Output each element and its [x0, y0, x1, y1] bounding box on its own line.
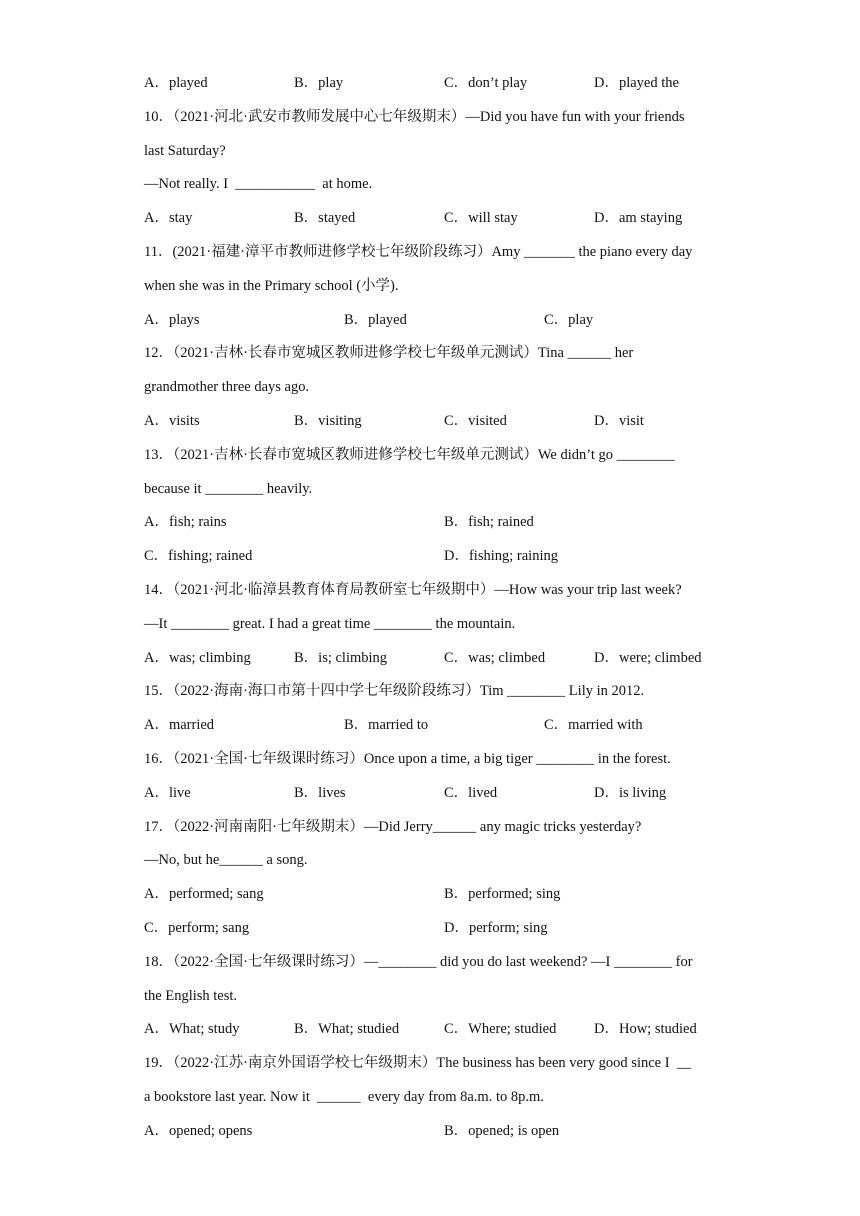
answer-option: A．plays	[144, 312, 200, 328]
answer-options-row	[144, 1120, 744, 1142]
answer-options-row	[144, 309, 744, 331]
answer-option: C．was; climbed	[444, 650, 546, 666]
answer-options-row	[144, 511, 744, 533]
answer-option: B．play	[294, 75, 344, 91]
question-text-line: because it ________ heavily.	[144, 481, 313, 497]
question-text-line: grandmother three days ago.	[144, 379, 310, 395]
answer-options-row	[144, 714, 744, 736]
answer-options-row	[144, 883, 744, 905]
answer-options-row	[144, 782, 744, 804]
answer-option: A．visits	[144, 413, 200, 429]
answer-option: C．lived	[444, 785, 498, 801]
answer-option: C．perform; sang	[144, 920, 250, 936]
answer-option: C．play	[544, 312, 594, 328]
answer-option: D．were; climbed	[594, 650, 702, 666]
answer-option: B．lives	[294, 785, 346, 801]
question-text-line: 11．(2021·福建·漳平市教师进修学校七年级阶段练习）Amy _______ the piano every day	[144, 244, 693, 260]
answer-options-row	[144, 207, 744, 229]
question-text-line: 15．（2022·海南·海口市第十四中学七年级阶段练习）Tim ________ Lily in 2012.	[144, 683, 645, 699]
answer-option: C．married with	[544, 717, 643, 733]
answer-option: A．married	[144, 717, 215, 733]
question-text-line: 13．（2021·吉林·长春市宽城区教师进修学校七年级单元测试）We didn’t go ________	[144, 447, 675, 463]
answer-option: B．is; climbing	[294, 650, 388, 666]
answer-option: B．stayed	[294, 210, 356, 226]
answer-option: A．played	[144, 75, 208, 91]
answer-option: B．opened; is open	[444, 1123, 560, 1139]
answer-options-row	[144, 410, 744, 432]
answer-option: A．What; study	[144, 1021, 240, 1037]
question-text-line: —Not really. I ___________ at home.	[144, 176, 373, 192]
answer-option: C．fishing; rained	[144, 548, 253, 564]
answer-option: D．played the	[594, 75, 679, 91]
answer-options-row	[144, 72, 744, 94]
answer-option: D．fishing; raining	[444, 548, 558, 564]
answer-option: A．stay	[144, 210, 193, 226]
answer-option: A．fish; rains	[144, 514, 227, 530]
question-text-line: 16．（2021·全国·七年级课时练习）Once upon a time, a big tiger ________ in the forest.	[144, 751, 671, 767]
answer-option: A．was; climbing	[144, 650, 251, 666]
answer-option: C．don’t play	[444, 75, 528, 91]
answer-options-row	[144, 1018, 744, 1040]
answer-option: D．is living	[594, 785, 667, 801]
answer-option: D．perform; sing	[444, 920, 548, 936]
question-text-line: 19．（2022·江苏·南京外国语学校七年级期末）The business has been very good since I __	[144, 1055, 692, 1071]
answer-options-row	[144, 647, 744, 669]
answer-option: B．played	[344, 312, 407, 328]
question-text-line: —It ________ great. I had a great time ________ the mountain.	[144, 616, 516, 632]
answer-option: B．fish; rained	[444, 514, 534, 530]
question-text-line: the English test.	[144, 988, 238, 1004]
answer-option: C．will stay	[444, 210, 518, 226]
question-text-line: 17．（2022·河南南阳·七年级期末）—Did Jerry______ any magic tricks yesterday?	[144, 819, 642, 835]
answer-option: B．married to	[344, 717, 429, 733]
answer-option: A．live	[144, 785, 191, 801]
question-text-line: 10．（2021·河北·武安市教师发展中心七年级期末）—Did you have fun with your friends	[144, 109, 685, 125]
answer-options-row	[144, 917, 744, 939]
answer-option: C．Where; studied	[444, 1021, 557, 1037]
answer-option: D．visit	[594, 413, 644, 429]
answer-option: D．am staying	[594, 210, 683, 226]
answer-option: A．opened; opens	[144, 1123, 253, 1139]
answer-option: D．How; studied	[594, 1021, 697, 1037]
answer-option: A．performed; sang	[144, 886, 264, 902]
answer-option: B．visiting	[294, 413, 362, 429]
question-text-line: 12．（2021·吉林·长春市宽城区教师进修学校七年级单元测试）Tina ______ her	[144, 345, 634, 361]
answer-option: B．What; studied	[294, 1021, 400, 1037]
question-text-line: a bookstore last year. Now it ______ every day from 8a.m. to 8p.m.	[144, 1089, 544, 1105]
answer-option: B．performed; sing	[444, 886, 561, 902]
question-text-line: 14．（2021·河北·临漳县教育体育局教研室七年级期中）—How was your trip last week?	[144, 582, 682, 598]
question-text-line: last Saturday?	[144, 143, 226, 159]
question-text-line: —No, but he______ a song.	[144, 852, 308, 868]
answer-options-row	[144, 545, 744, 567]
question-text-line: when she was in the Primary school (小学).	[144, 278, 399, 294]
question-text-line: 18．（2022·全国·七年级课时练习）—________ did you do last weekend? —I ________ for	[144, 954, 693, 970]
answer-option: C．visited	[444, 413, 507, 429]
